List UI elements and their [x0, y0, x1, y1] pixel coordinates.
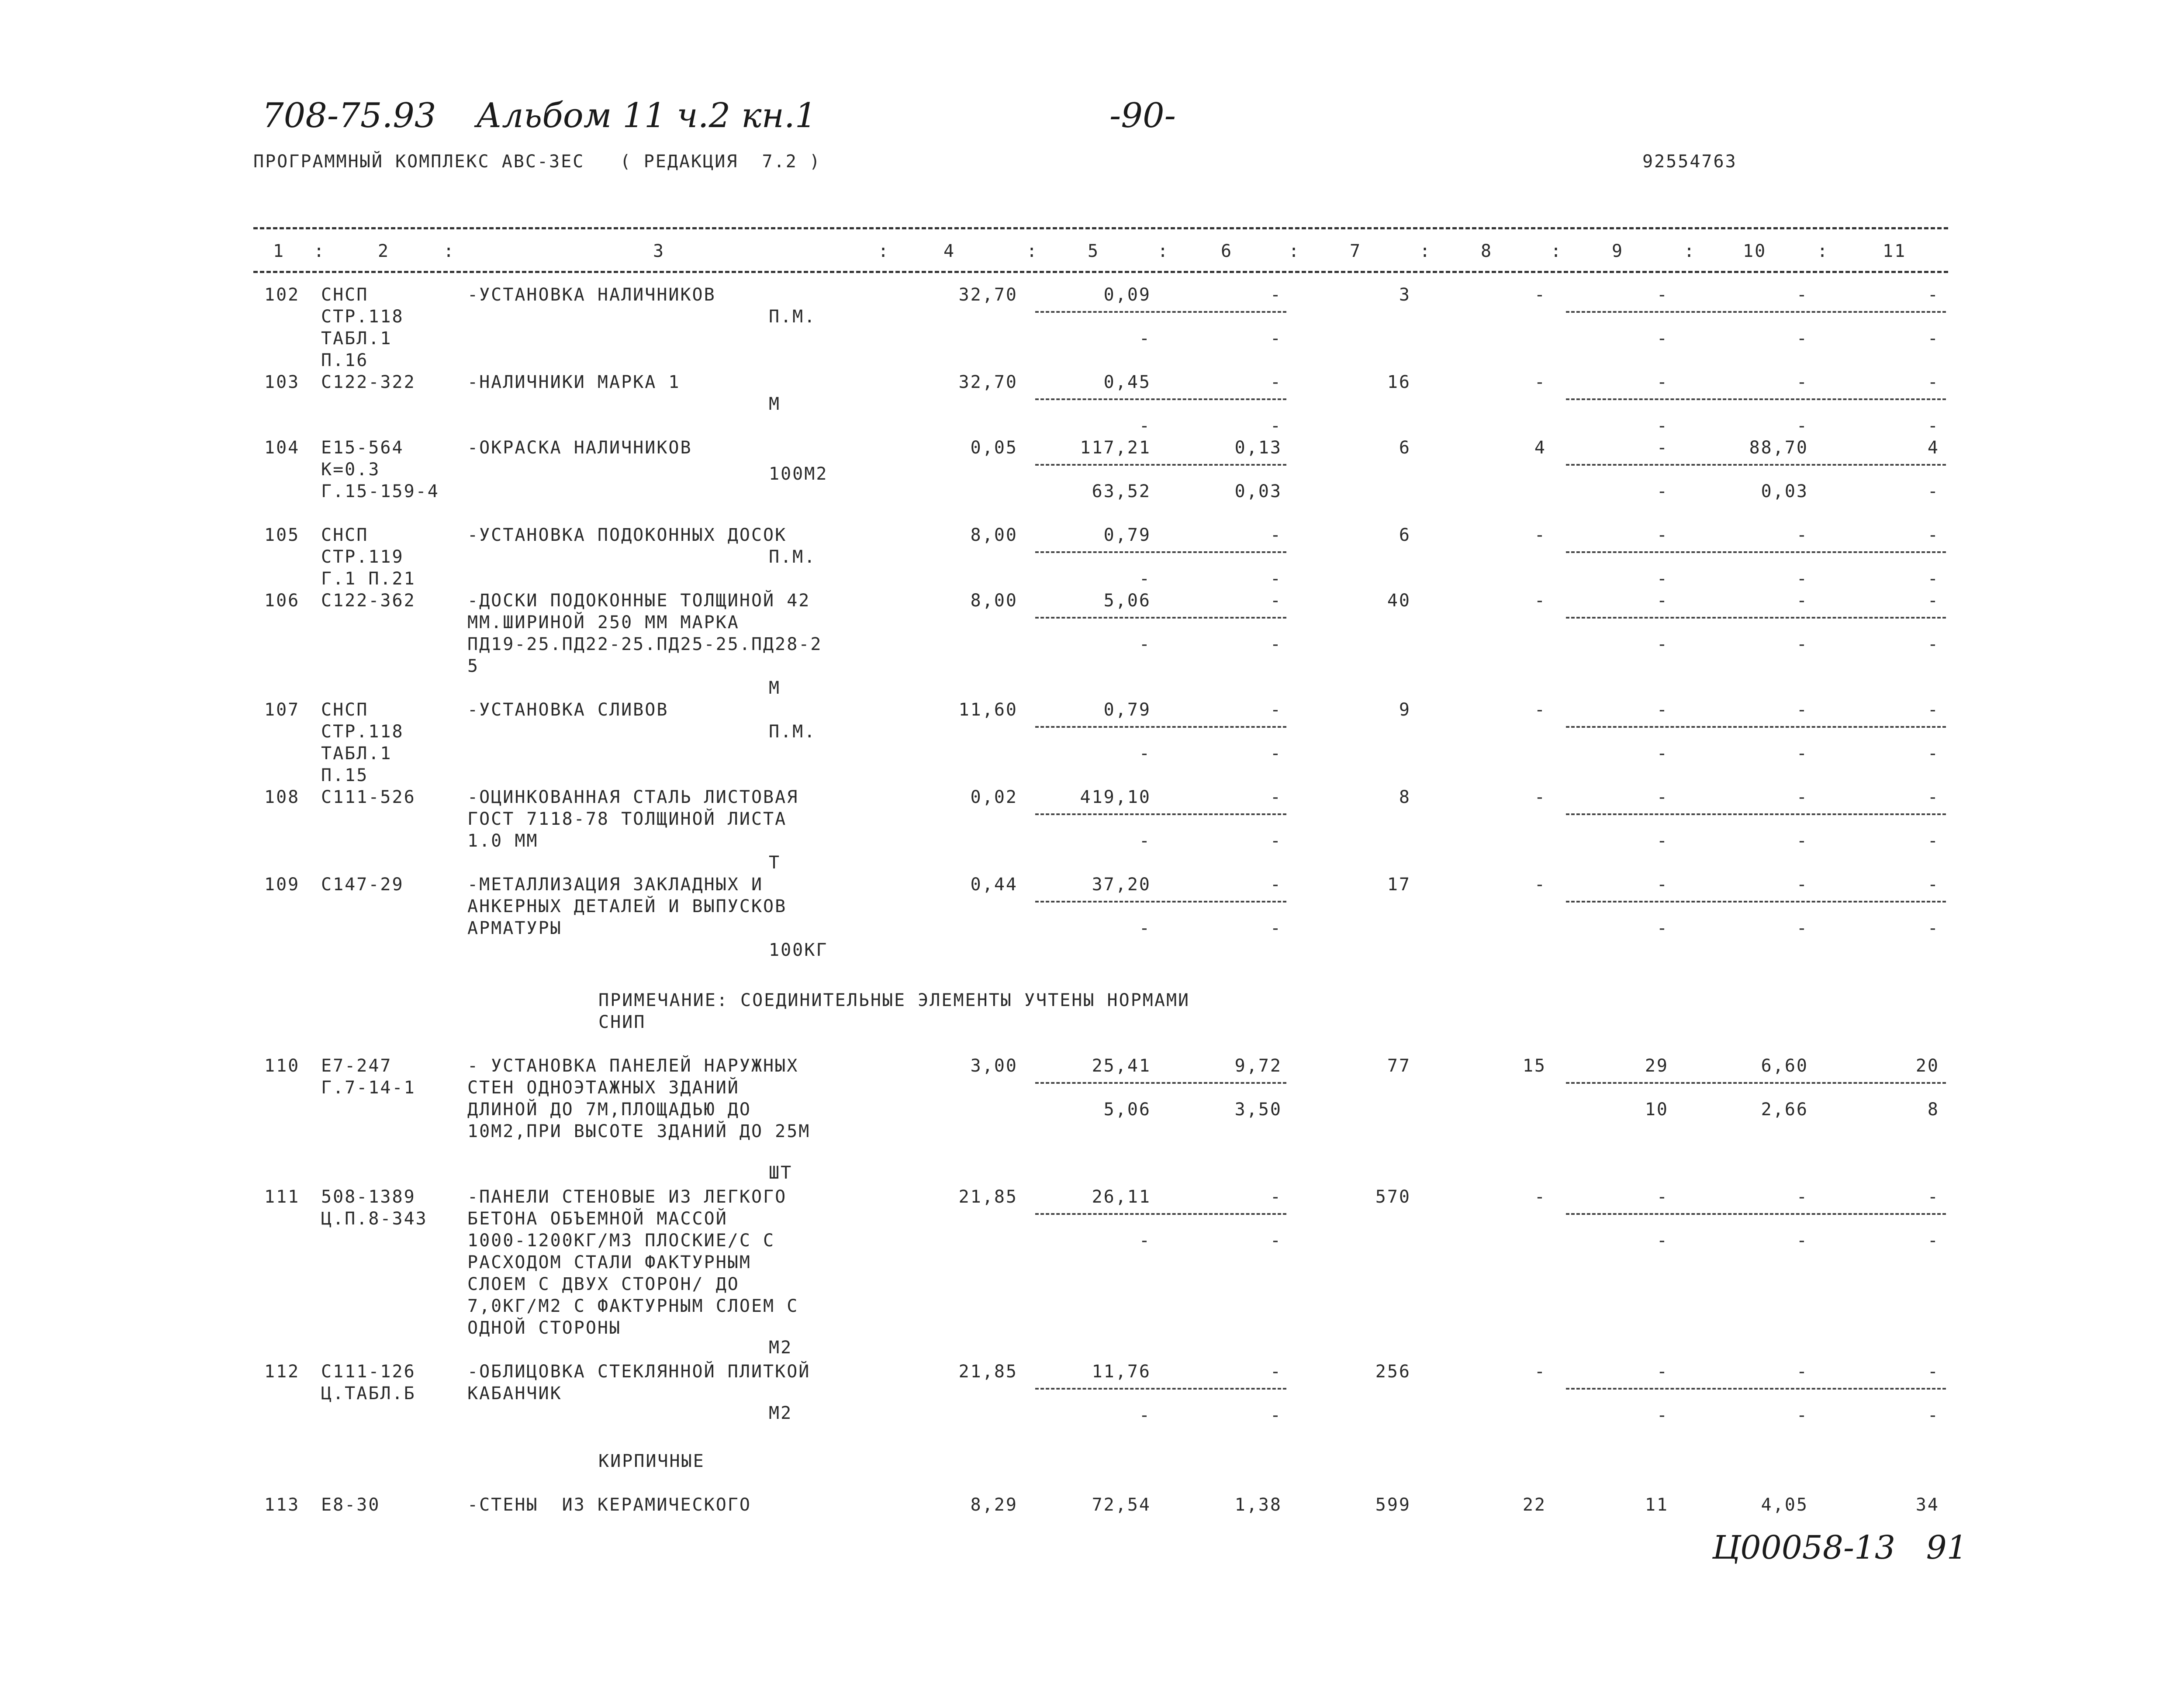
- row-subvalue-s9: -: [1656, 569, 1669, 589]
- sub-rule-5-6: [1035, 617, 1286, 619]
- row-value-qty: 32,70: [958, 285, 1018, 305]
- row-value-c6: -: [1270, 787, 1282, 807]
- row-value-c5: 5,06: [1103, 591, 1151, 611]
- row-code: СТР.119: [321, 547, 404, 567]
- row-number: 103: [264, 372, 300, 392]
- row-value-c6: -: [1270, 285, 1282, 305]
- row-subvalue-s5: -: [1139, 831, 1151, 851]
- column-header-separator: :: [1817, 241, 1829, 261]
- row-subvalue-s5: 63,52: [1092, 481, 1151, 501]
- row-unit: М: [769, 678, 781, 698]
- document-code: 92554763: [1642, 152, 1737, 172]
- row-value-c9: -: [1656, 285, 1669, 305]
- row-value-c10: 88,70: [1749, 438, 1808, 458]
- row-subvalue-s11: -: [1927, 416, 1939, 436]
- row-value-c6: -: [1270, 700, 1282, 720]
- row-subvalue-s5: -: [1139, 1231, 1151, 1251]
- row-value-c5: 0,45: [1103, 372, 1151, 392]
- column-header-5: 5: [1088, 241, 1100, 261]
- row-code: С111-526: [321, 787, 416, 807]
- row-value-c8: -: [1534, 591, 1546, 611]
- row-subvalue-s9: -: [1656, 918, 1669, 938]
- row-subvalue-s6: 3,50: [1234, 1100, 1282, 1120]
- table-top-rule: [253, 227, 1948, 229]
- handwritten-album: Альбом 11 ч.2 кн.1: [476, 96, 817, 135]
- row-unit: 100КГ: [769, 940, 828, 960]
- row-code: Е8-30: [321, 1495, 380, 1515]
- row-description: СТЕН ОДНОЭТАЖНЫХ ЗДАНИЙ: [467, 1078, 740, 1098]
- row-code: Е7-247: [321, 1056, 392, 1076]
- row-subvalue-s10: 2,66: [1761, 1100, 1808, 1120]
- row-number: 104: [264, 438, 300, 458]
- row-unit: П.М.: [769, 547, 816, 567]
- sub-rule-9-11: [1566, 398, 1946, 400]
- row-value-c5: 419,10: [1080, 787, 1151, 807]
- row-code: К=0.3: [321, 460, 380, 480]
- row-description: ДЛИНОЙ ДО 7М,ПЛОЩАДЬЮ ДО: [467, 1100, 751, 1120]
- row-value-c11: -: [1927, 1362, 1939, 1382]
- row-unit: М2: [769, 1338, 793, 1358]
- row-unit: П.М.: [769, 722, 816, 742]
- row-subvalue-s6: -: [1270, 918, 1282, 938]
- row-code: Г.15-159-4: [321, 481, 439, 501]
- row-number: 112: [264, 1362, 300, 1382]
- row-description: ОДНОЙ СТОРОНЫ: [467, 1318, 622, 1338]
- row-code: Г.1 П.21: [321, 569, 416, 589]
- row-code: ТАБЛ.1: [321, 329, 392, 349]
- row-value-c8: 4: [1534, 438, 1546, 458]
- row-code: Ц.П.8-343: [321, 1209, 428, 1229]
- row-value-c10: -: [1796, 285, 1808, 305]
- row-subvalue-s11: -: [1927, 831, 1939, 851]
- row-value-c6: -: [1270, 1362, 1282, 1382]
- sub-rule-9-11: [1566, 617, 1946, 619]
- row-value-qty: 0,02: [970, 787, 1018, 807]
- row-code: С147-29: [321, 875, 404, 895]
- row-subvalue-s9: 10: [1645, 1100, 1669, 1120]
- program-header: ПРОГРАММНЫЙ КОМПЛЕКС АВС-3ЕС ( РЕДАКЦИЯ 7.2 ): [253, 152, 821, 172]
- row-code: СТР.118: [321, 307, 404, 327]
- row-subvalue-s5: -: [1139, 634, 1151, 654]
- row-value-c10: -: [1796, 372, 1808, 392]
- sub-rule-5-6: [1035, 901, 1286, 903]
- row-value-c6: -: [1270, 591, 1282, 611]
- row-number: 111: [264, 1187, 300, 1207]
- row-subvalue-s6: 0,03: [1234, 481, 1282, 501]
- row-value-c9: -: [1656, 591, 1669, 611]
- row-description: -ОЦИНКОВАННАЯ СТАЛЬ ЛИСТОВАЯ: [467, 787, 799, 807]
- row-subvalue-s10: -: [1796, 918, 1808, 938]
- column-header-separator: :: [1420, 241, 1432, 261]
- sub-rule-9-11: [1566, 1388, 1946, 1390]
- row-subvalue-s9: -: [1656, 481, 1669, 501]
- row-value-c6: -: [1270, 372, 1282, 392]
- row-subvalue-s10: -: [1796, 1231, 1808, 1251]
- row-value-c6: 9,72: [1234, 1056, 1282, 1076]
- sub-rule-9-11: [1566, 1082, 1946, 1084]
- sub-rule-9-11: [1566, 813, 1946, 815]
- column-header-1: 1: [273, 241, 285, 261]
- row-description: -ОБЛИЦОВКА СТЕКЛЯННОЙ ПЛИТКОЙ: [467, 1362, 811, 1382]
- row-value-qty: 11,60: [958, 700, 1018, 720]
- row-subvalue-s10: -: [1796, 329, 1808, 349]
- row-value-c7: 17: [1387, 875, 1411, 895]
- row-description: -УСТАНОВКА ПОДОКОННЫХ ДОСОК: [467, 525, 787, 545]
- column-header-separator: :: [1158, 241, 1170, 261]
- row-subvalue-s6: -: [1270, 329, 1282, 349]
- row-value-c9: -: [1656, 372, 1669, 392]
- row-subvalue-s10: 0,03: [1761, 481, 1808, 501]
- row-code: ТАБЛ.1: [321, 743, 392, 764]
- row-value-c10: -: [1796, 700, 1808, 720]
- row-subvalue-s10: -: [1796, 831, 1808, 851]
- row-code: Ц.ТАБЛ.Б: [321, 1383, 416, 1404]
- row-value-c5: 117,21: [1080, 438, 1151, 458]
- row-description: СЛОЕМ С ДВУХ СТОРОН/ ДО: [467, 1274, 740, 1294]
- row-value-c11: 34: [1915, 1495, 1939, 1515]
- row-subvalue-s11: -: [1927, 329, 1939, 349]
- row-value-c5: 72,54: [1092, 1495, 1151, 1515]
- row-description: 1000-1200КГ/М3 ПЛОСКИЕ/С С: [467, 1231, 775, 1251]
- row-description: 5: [467, 656, 480, 676]
- row-value-c11: 20: [1915, 1056, 1939, 1076]
- row-description: КАБАНЧИК: [467, 1383, 562, 1404]
- column-header-9: 9: [1612, 241, 1624, 261]
- row-subvalue-s6: -: [1270, 569, 1282, 589]
- row-subvalue-s9: -: [1656, 1405, 1669, 1425]
- row-description: АНКЕРНЫХ ДЕТАЛЕЙ И ВЫПУСКОВ: [467, 896, 787, 916]
- row-subvalue-s11: -: [1927, 634, 1939, 654]
- row-value-c6: -: [1270, 1187, 1282, 1207]
- row-description: -УСТАНОВКА НАЛИЧНИКОВ: [467, 285, 716, 305]
- row-subvalue-s6: -: [1270, 1405, 1282, 1425]
- row-subvalue-s11: -: [1927, 918, 1939, 938]
- row-code: СТР.118: [321, 722, 404, 742]
- row-value-c10: -: [1796, 1362, 1808, 1382]
- row-value-c9: 29: [1645, 1056, 1669, 1076]
- sub-rule-5-6: [1035, 551, 1286, 553]
- row-value-c9: -: [1656, 438, 1669, 458]
- row-description: БЕТОНА ОБЪЕМНОЙ МАССОЙ: [467, 1209, 728, 1229]
- row-code: С122-362: [321, 591, 416, 611]
- sub-rule-5-6: [1035, 398, 1286, 400]
- row-description: 7,0КГ/М2 С ФАКТУРНЫМ СЛОЕМ С: [467, 1296, 799, 1316]
- row-value-c7: 8: [1399, 787, 1411, 807]
- row-value-c11: -: [1927, 525, 1939, 545]
- row-number: 108: [264, 787, 300, 807]
- row-value-c11: -: [1927, 591, 1939, 611]
- section-title: КИРПИЧНЫЕ: [598, 1451, 705, 1471]
- row-number: 109: [264, 875, 300, 895]
- column-header-4: 4: [943, 241, 956, 261]
- row-code: П.16: [321, 350, 369, 370]
- row-number: 107: [264, 700, 300, 720]
- row-code: С111-126: [321, 1362, 416, 1382]
- column-header-separator: :: [1289, 241, 1301, 261]
- row-subvalue-s9: -: [1656, 329, 1669, 349]
- row-value-qty: 21,85: [958, 1187, 1018, 1207]
- row-subvalue-s5: -: [1139, 569, 1151, 589]
- row-code: С122-322: [321, 372, 416, 392]
- row-subvalue-s10: -: [1796, 743, 1808, 764]
- row-description: 1.0 ММ: [467, 831, 539, 851]
- row-value-qty: 0,05: [970, 438, 1018, 458]
- column-header-10: 10: [1743, 241, 1767, 261]
- row-value-c7: 16: [1387, 372, 1411, 392]
- column-header-separator: :: [443, 241, 456, 261]
- row-value-c8: -: [1534, 1187, 1546, 1207]
- row-value-c10: -: [1796, 787, 1808, 807]
- sub-rule-5-6: [1035, 311, 1286, 313]
- row-subvalue-s5: -: [1139, 329, 1151, 349]
- handwritten-page-number: -90-: [1109, 96, 1176, 135]
- row-subvalue-s11: -: [1927, 1405, 1939, 1425]
- row-value-c8: 22: [1522, 1495, 1546, 1515]
- row-value-c6: -: [1270, 525, 1282, 545]
- row-description: -НАЛИЧНИКИ МАРКА 1: [467, 372, 681, 392]
- row-value-qty: 8,00: [970, 525, 1018, 545]
- row-value-c5: 37,20: [1092, 875, 1151, 895]
- row-value-c11: -: [1927, 285, 1939, 305]
- sub-rule-9-11: [1566, 726, 1946, 728]
- row-value-c9: 11: [1645, 1495, 1669, 1515]
- column-header-separator: :: [878, 241, 890, 261]
- row-value-qty: 0,44: [970, 875, 1018, 895]
- sub-rule-9-11: [1566, 1213, 1946, 1215]
- sub-rule-5-6: [1035, 464, 1286, 466]
- sub-rule-9-11: [1566, 464, 1946, 466]
- row-value-c7: 6: [1399, 525, 1411, 545]
- column-header-3: 3: [653, 241, 665, 261]
- row-value-c11: -: [1927, 700, 1939, 720]
- row-description: - УСТАНОВКА ПАНЕЛЕЙ НАРУЖНЫХ: [467, 1056, 799, 1076]
- row-subvalue-s11: 8: [1927, 1100, 1939, 1120]
- sub-rule-5-6: [1035, 1082, 1286, 1084]
- row-number: 106: [264, 591, 300, 611]
- row-subvalue-s9: -: [1656, 831, 1669, 851]
- row-description: -УСТАНОВКА СЛИВОВ: [467, 700, 669, 720]
- row-value-c11: -: [1927, 875, 1939, 895]
- row-value-c7: 77: [1387, 1056, 1411, 1076]
- row-value-c5: 0,79: [1103, 700, 1151, 720]
- row-subvalue-s6: -: [1270, 634, 1282, 654]
- row-value-c8: 15: [1522, 1056, 1546, 1076]
- row-value-c9: -: [1656, 1187, 1669, 1207]
- column-header-separator: :: [314, 241, 326, 261]
- row-code: Г.7-14-1: [321, 1078, 416, 1098]
- row-number: 105: [264, 525, 300, 545]
- column-header-separator: :: [1551, 241, 1563, 261]
- table-header-rule: [253, 271, 1948, 273]
- row-value-qty: 21,85: [958, 1362, 1018, 1382]
- row-value-c5: 11,76: [1092, 1362, 1151, 1382]
- row-value-c11: 4: [1927, 438, 1939, 458]
- row-value-c10: 6,60: [1761, 1056, 1808, 1076]
- column-header-2: 2: [378, 241, 390, 261]
- row-value-c9: -: [1656, 1362, 1669, 1382]
- row-unit: М2: [769, 1403, 793, 1423]
- row-value-c9: -: [1656, 787, 1669, 807]
- row-description: ММ.ШИРИНОЙ 250 ММ МАРКА: [467, 612, 740, 633]
- row-subvalue-s9: -: [1656, 634, 1669, 654]
- row-value-c6: 1,38: [1234, 1495, 1282, 1515]
- row-value-c8: -: [1534, 285, 1546, 305]
- row-value-c7: 570: [1375, 1187, 1411, 1207]
- row-subvalue-s11: -: [1927, 569, 1939, 589]
- sub-rule-5-6: [1035, 726, 1286, 728]
- row-subvalue-s11: -: [1927, 1231, 1939, 1251]
- row-value-c7: 3: [1399, 285, 1411, 305]
- sub-rule-9-11: [1566, 901, 1946, 903]
- row-unit: ШТ: [769, 1163, 793, 1183]
- row-value-c7: 9: [1399, 700, 1411, 720]
- row-code: П.15: [321, 765, 369, 785]
- row-value-c7: 599: [1375, 1495, 1411, 1515]
- row-value-c10: -: [1796, 591, 1808, 611]
- row-value-c8: -: [1534, 787, 1546, 807]
- row-value-c8: -: [1534, 372, 1546, 392]
- row-description: -СТЕНЫ ИЗ КЕРАМИЧЕСКОГО: [467, 1495, 751, 1515]
- row-value-c5: 0,09: [1103, 285, 1151, 305]
- sub-rule-9-11: [1566, 551, 1946, 553]
- row-value-c5: 25,41: [1092, 1056, 1151, 1076]
- row-value-c10: -: [1796, 1187, 1808, 1207]
- row-description: 10М2,ПРИ ВЫСОТЕ ЗДАНИЙ ДО 25М: [467, 1121, 811, 1141]
- row-value-c7: 40: [1387, 591, 1411, 611]
- column-header-separator: :: [1684, 241, 1696, 261]
- row-subvalue-s5: 5,06: [1103, 1100, 1151, 1120]
- row-value-c6: -: [1270, 875, 1282, 895]
- row-subvalue-s9: -: [1656, 1231, 1669, 1251]
- row-value-c11: -: [1927, 787, 1939, 807]
- row-value-c8: -: [1534, 1362, 1546, 1382]
- row-code: СНСП: [321, 285, 369, 305]
- row-number: 113: [264, 1495, 300, 1515]
- row-description: ГОСТ 7118-78 ТОЛЩИНОЙ ЛИСТА: [467, 809, 787, 829]
- row-value-c10: 4,05: [1761, 1495, 1808, 1515]
- row-value-c5: 0,79: [1103, 525, 1151, 545]
- sub-rule-9-11: [1566, 311, 1946, 313]
- row-subvalue-s10: -: [1796, 569, 1808, 589]
- row-subvalue-s5: -: [1139, 743, 1151, 764]
- row-subvalue-s9: -: [1656, 743, 1669, 764]
- row-value-c7: 256: [1375, 1362, 1411, 1382]
- row-subvalue-s10: -: [1796, 634, 1808, 654]
- row-code: Е15-564: [321, 438, 404, 458]
- column-header-8: 8: [1481, 241, 1493, 261]
- row-description: ПД19-25.ПД22-25.ПД25-25.ПД28-2: [467, 634, 822, 654]
- row-description: -ОКРАСКА НАЛИЧНИКОВ: [467, 438, 692, 458]
- row-description: -ПАНЕЛИ СТЕНОВЫЕ ИЗ ЛЕГКОГО: [467, 1187, 787, 1207]
- row-subvalue-s11: -: [1927, 481, 1939, 501]
- row-description: РАСХОДОМ СТАЛИ ФАКТУРНЫМ: [467, 1252, 751, 1273]
- row-value-c5: 26,11: [1092, 1187, 1151, 1207]
- row-description: АРМАТУРЫ: [467, 918, 562, 938]
- column-header-11: 11: [1883, 241, 1907, 261]
- row-value-c8: -: [1534, 525, 1546, 545]
- row-code: СНСП: [321, 525, 369, 545]
- row-number: 102: [264, 285, 300, 305]
- row-number: 110: [264, 1056, 300, 1076]
- row-unit: Т: [769, 853, 781, 873]
- row-subvalue-s10: -: [1796, 1405, 1808, 1425]
- row-value-qty: 3,00: [970, 1056, 1018, 1076]
- row-subvalue-s5: -: [1139, 1405, 1151, 1425]
- row-description: -МЕТАЛЛИЗАЦИЯ ЗАКЛАДНЫХ И: [467, 875, 764, 895]
- sub-rule-5-6: [1035, 1213, 1286, 1215]
- row-unit: М: [769, 394, 781, 414]
- row-value-c11: -: [1927, 372, 1939, 392]
- column-header-7: 7: [1350, 241, 1362, 261]
- row-value-c9: -: [1656, 700, 1669, 720]
- row-subvalue-s6: -: [1270, 1231, 1282, 1251]
- row-subvalue-s11: -: [1927, 743, 1939, 764]
- row-subvalue-s6: -: [1270, 831, 1282, 851]
- handwritten-doc-number: 708-75.93: [262, 96, 436, 135]
- row-code: СНСП: [321, 700, 369, 720]
- row-subvalue-s5: -: [1139, 918, 1151, 938]
- row-code: 508-1389: [321, 1187, 416, 1207]
- sub-rule-5-6: [1035, 1388, 1286, 1390]
- column-header-separator: :: [1026, 241, 1039, 261]
- column-header-6: 6: [1221, 241, 1233, 261]
- row-value-qty: 32,70: [958, 372, 1018, 392]
- note-line-2: СНИП: [598, 1012, 646, 1032]
- row-value-qty: 8,00: [970, 591, 1018, 611]
- row-value-c8: -: [1534, 875, 1546, 895]
- handwritten-stamp: Ц00058-13 91: [1712, 1529, 1967, 1567]
- row-description: -ДОСКИ ПОДОКОННЫЕ ТОЛЩИНОЙ 42: [467, 591, 811, 611]
- note-line-1: ПРИМЕЧАНИЕ: СОЕДИНИТЕЛЬНЫЕ ЭЛЕМЕНТЫ УЧТЕНЫ НОРМАМИ: [598, 990, 1190, 1010]
- row-unit: П.М.: [769, 307, 816, 327]
- row-value-c9: -: [1656, 525, 1669, 545]
- row-value-c11: -: [1927, 1187, 1939, 1207]
- row-value-c10: -: [1796, 525, 1808, 545]
- row-value-c6: 0,13: [1234, 438, 1282, 458]
- row-subvalue-s9: -: [1656, 416, 1669, 436]
- row-value-c9: -: [1656, 875, 1669, 895]
- row-value-qty: 8,29: [970, 1495, 1018, 1515]
- row-value-c8: -: [1534, 700, 1546, 720]
- row-value-c10: -: [1796, 875, 1808, 895]
- row-subvalue-s10: -: [1796, 416, 1808, 436]
- row-subvalue-s6: -: [1270, 743, 1282, 764]
- row-value-c7: 6: [1399, 438, 1411, 458]
- sub-rule-5-6: [1035, 813, 1286, 815]
- row-unit: 100М2: [769, 464, 828, 484]
- row-subvalue-s5: -: [1139, 416, 1151, 436]
- row-subvalue-s6: -: [1270, 416, 1282, 436]
